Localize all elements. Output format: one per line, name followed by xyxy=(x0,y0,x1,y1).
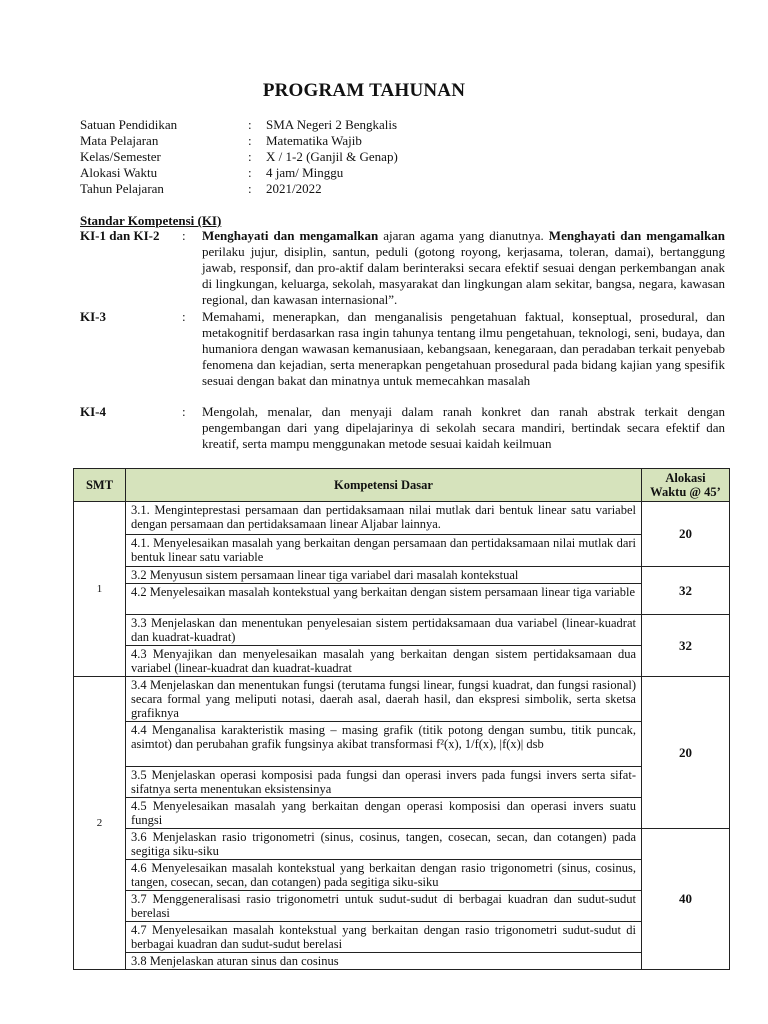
info-row: Alokasi Waktu : 4 jam/ Minggu xyxy=(80,165,344,180)
kd-cell: 4.6 Menyelesaikan masalah kontekstual yang berkaitan dengan rasio trigonometri (sinus, cosinus, tangen, cosecan, secan, dan cotangen) pada segitiga siku-siku xyxy=(126,860,642,891)
table-row xyxy=(74,767,730,798)
info-label: Tahun Pelajaran xyxy=(80,181,164,196)
kd-cell: 3.1. Menginteprestasi persamaan dan pertidaksamaan nilai mutlak dari bentuk linear satu variabel dengan persamaan dan pertidaksamaan linear Aljabar lainnya. xyxy=(126,502,642,535)
info-row: Satuan Pendidikan : SMA Negeri 2 Bengkalis xyxy=(80,117,398,132)
ki-text: Menghayati dan mengamalkan ajaran agama yang dianutnya. Menghayati dan mengamalkan perilaku jujur, disiplin, santun, peduli (gotong royong, kerjasama, toleran, damai), bertanggung jawab, responsif, dan pro-aktif dalam berinteraksi secara efektif sesuai dengan perkembangan anak di lingkungan, keluarga, sekolah, masyarakat dan lingkungan alam sekitar, bangsa, negara, kawasan regional, dan kawasan internasional”. xyxy=(202,228,725,307)
kompetensi-dasar-table xyxy=(73,468,730,970)
page-title: PROGRAM TAHUNAN xyxy=(262,80,466,101)
alokasi-cell: 32 xyxy=(642,567,730,615)
kd-cell: 3.3 Menjelaskan dan menentukan penyelesaian sistem pertidaksamaan dua variabel (linear-kuadrat dan kuadrat-kuadrat) xyxy=(126,615,642,646)
info-label: Satuan Pendidikan xyxy=(80,117,178,132)
kd-cell: 4.2 Menyelesaikan masalah kontekstual yang berkaitan dengan sistem persamaan linear tiga variable xyxy=(126,584,642,615)
table-row xyxy=(74,584,730,615)
info-row: Mata Pelajaran : Matematika Wajib xyxy=(80,133,362,148)
info-value: SMA Negeri 2 Bengkalis xyxy=(266,117,398,132)
table-row xyxy=(74,722,730,767)
ki-text: Memahami, menerapkan, dan menganalisis pengetahuan faktual, konseptual, prosedural, dan metakognitif berdasarkan rasa ingin tahunya tentang ilmu pengetahuan, teknologi, seni, budaya, dan humaniora dengan wawasan kemanusiaan, kebangsaan, kenegaraan, dan peradaban terkait penyebab fenomena dan kejadian, serta menerapkan pengetahuan prosedural pada bidang kajian yang spesifik sesuai dengan bakat dan minatnya untuk memecahkan masalah xyxy=(202,309,725,388)
kd-cell: 4.3 Menyajikan dan menyelesaikan masalah yang berkaitan dengan sistem pertidaksamaan dua variabel (linear-kuadrat dan kuadrat-kuadrat xyxy=(126,646,642,677)
table-header-row xyxy=(74,469,730,502)
info-row: Kelas/Semester : X / 1-2 (Ganjil & Genap) xyxy=(80,149,398,164)
info-value: 4 jam/ Minggu xyxy=(266,165,344,180)
info-label: Mata Pelajaran xyxy=(80,133,159,148)
table-row xyxy=(74,502,730,535)
header-alokasi-waktu: Alokasi Waktu @ 45’ xyxy=(642,469,730,502)
table-row xyxy=(74,829,730,860)
semester-cell: 1 xyxy=(74,502,126,677)
ki-text: Mengolah, menalar, dan menyaji dalam ranah konkret dan ranah abstrak terkait dengan pengembangan dari yang dipelajarinya di sekolah secara mandiri, bertindak secara efektif dan kreatif, serta mampu menggunakan metode sesuai kaidah keilmuan xyxy=(202,404,725,451)
ki-label: KI-1 dan KI-2 xyxy=(80,228,160,243)
kd-cell: 3.5 Menjelaskan operasi komposisi pada fungsi dan operasi invers pada fungsi invers serta sifat-sifatnya serta menentukan eksistensinya xyxy=(126,767,642,798)
kd-cell: 4.4 Menganalisa karakteristik masing – masing grafik (titik potong dengan sumbu, titik puncak, asimtot) dan perubahan grafik fungsinya akibat transformasi f²(x), 1/f(x), |f(x)| dsb xyxy=(126,722,642,767)
table-row xyxy=(74,891,730,922)
info-value: 2021/2022 xyxy=(266,181,322,196)
alokasi-cell: 40 xyxy=(642,829,730,970)
table-row xyxy=(74,567,730,584)
kd-cell: 3.2 Menyusun sistem persamaan linear tiga variabel dari masalah kontekstual xyxy=(126,567,642,584)
ki-4-row: KI-4 : Mengolah, menalar, dan menyaji dalam ranah konkret dan ranah abstrak terkait dengan pengembangan dari yang dipelajarinya di sekolah secara mandiri, bertindak secara efektif dan kreatif, serta mampu menggunakan metode sesuai kaidah keilmuan xyxy=(80,404,725,451)
table-row xyxy=(74,860,730,891)
table-row xyxy=(74,535,730,567)
alokasi-cell: 32 xyxy=(642,615,730,677)
table-row xyxy=(74,798,730,829)
header-smt: SMT xyxy=(74,469,126,502)
alokasi-cell: 20 xyxy=(642,677,730,829)
info-value: X / 1-2 (Ganjil & Genap) xyxy=(266,149,398,164)
table-row xyxy=(74,677,730,722)
kd-cell: 4.1. Menyelesaikan masalah yang berkaitan dengan persamaan dan pertidaksamaan nilai mutlak dari bentuk linear satu variable xyxy=(126,535,642,567)
ki-label: KI-4 xyxy=(80,404,106,419)
table-row xyxy=(74,646,730,677)
table-row xyxy=(74,953,730,970)
kd-cell: 3.7 Menggeneralisasi rasio trigonometri untuk sudut-sudut di berbagai kuadran dan sudut-sudut berelasi xyxy=(126,891,642,922)
kd-cell: 3.6 Menjelaskan rasio trigonometri (sinus, cosinus, tangen, cosecan, secan, dan cotangen) pada segitiga siku-siku xyxy=(126,829,642,860)
info-row: Tahun Pelajaran : 2021/2022 xyxy=(80,181,322,196)
kd-cell: 4.7 Menyelesaikan masalah kontekstual yang berkaitan dengan rasio trigonometri sudut-sudut di berbagai kuadran dan sudut-sudut berelasi xyxy=(126,922,642,953)
info-label: Kelas/Semester xyxy=(80,149,161,164)
table-row xyxy=(74,615,730,646)
header-kompetensi-dasar: Kompetensi Dasar xyxy=(126,469,642,502)
info-label: Alokasi Waktu xyxy=(80,165,158,180)
kd-cell: 3.4 Menjelaskan dan menentukan fungsi (terutama fungsi linear, fungsi kuadrat, dan fungsi rasional) secara formal yang meliputi notasi, daerah asal, daerah hasil, dan ekspresi simbolik, serta sketsa grafiknya xyxy=(126,677,642,722)
kd-cell: 3.8 Menjelaskan aturan sinus dan cosinus xyxy=(126,953,642,970)
info-value: Matematika Wajib xyxy=(266,133,362,148)
ki-3-row: KI-3 : Memahami, menerapkan, dan menganalisis pengetahuan faktual, konseptual, prosedural, dan metakognitif berdasarkan rasa ingin tahunya tentang ilmu pengetahuan, teknologi, seni, budaya, dan humaniora dengan wawasan kemanusiaan, kebangsaan, kenegaraan, dan peradaban terkait penyebab fenomena dan kejadian, serta menerapkan pengetahuan prosedural pada bidang kajian yang spesifik sesuai dengan bakat dan minatnya untuk memecahkan masalah xyxy=(80,309,725,388)
ki-label: KI-3 xyxy=(80,309,106,324)
kd-cell: 4.5 Menyelesaikan masalah yang berkaitan dengan operasi komposisi dan operasi invers suatu fungsi xyxy=(126,798,642,829)
table-row xyxy=(74,922,730,953)
semester-cell: 2 xyxy=(74,677,126,970)
alokasi-cell: 20 xyxy=(642,502,730,567)
ki-1-2-row: KI-1 dan KI-2 : Menghayati dan mengamalkan ajaran agama yang dianutnya. Menghayati dan mengamalkan perilaku jujur, disiplin, santun, peduli (gotong royong, kerjasama, toleran, damai), bertanggung jawab, responsif, dan pro-aktif dalam berinteraksi secara efektif sesuai dengan perkembangan anak di lingkungan, keluarga, sekolah, masyarakat dan lingkungan alam sekitar, bangsa, negara, kawasan regional, dan kawasan internasional”. xyxy=(80,228,725,307)
info-block xyxy=(80,117,398,197)
standar-kompetensi-heading: Standar Kompetensi (KI) xyxy=(80,213,222,228)
